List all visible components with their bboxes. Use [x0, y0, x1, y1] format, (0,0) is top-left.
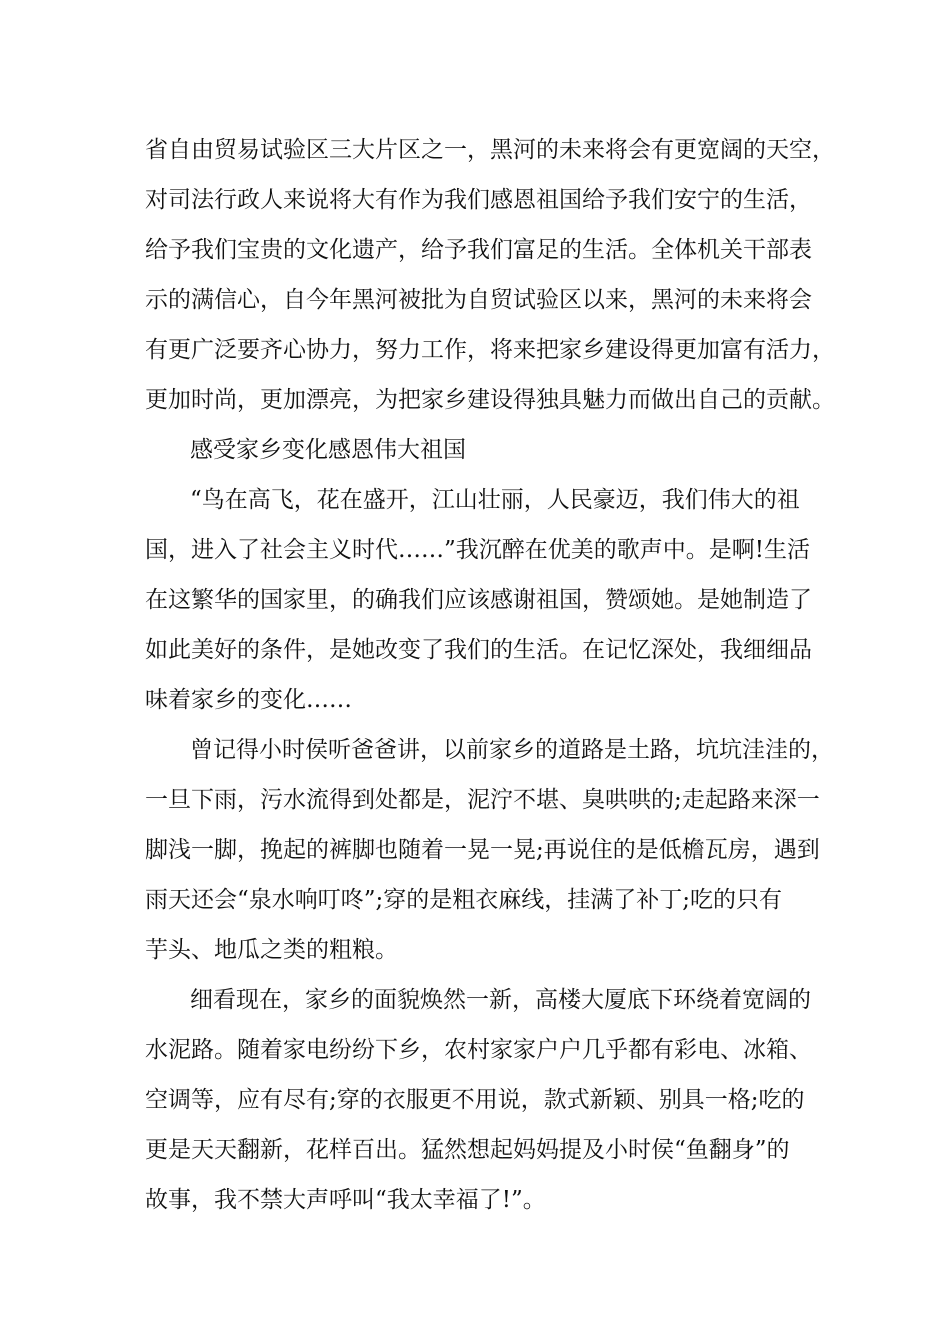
text-line: 芋头、地瓜之类的粗粮。 [145, 937, 398, 963]
text-line: 省自由贸易试验区三大片区之一，黑河的未来将会有更宽阔的天空， [145, 137, 835, 163]
section-heading: 感受家乡变化感恩伟大祖国 [190, 437, 466, 463]
text-line: 更加时尚，更加漂亮，为把家乡建设得独具魅力而做出自己的贡献。 [145, 387, 835, 413]
text-line: 给予我们宝贵的文化遗产，给予我们富足的生活。全体机关干部表 [145, 237, 812, 263]
text-line: 示的满信心，自今年黑河被批为自贸试验区以来，黑河的未来将会 [145, 287, 812, 313]
text-line: 一旦下雨，污水流得到处都是，泥泞不堪、臭哄哄的;走起路来深一 [145, 787, 820, 813]
text-line: 对司法行政人来说将大有作为我们感恩祖国给予我们安宁的生活， [145, 187, 812, 213]
text-line: 国，进入了社会主义时代……”我沉醉在优美的歌声中。是啊!生活 [145, 537, 811, 563]
text-line: 有更广泛要齐心协力，努力工作，将来把家乡建设得更加富有活力， [145, 337, 835, 363]
text-line: 细看现在，家乡的面貌焕然一新，高楼大厦底下环绕着宽阔的 [190, 987, 811, 1013]
text-line: 曾记得小时侯听爸爸讲，以前家乡的道路是土路，坑坑洼洼的， [190, 737, 834, 763]
text-line: 在这繁华的国家里，的确我们应该感谢祖国，赞颂她。是她制造了 [145, 587, 812, 613]
text-line: 雨天还会“泉水响叮咚”;穿的是粗衣麻线，挂满了补丁;吃的只有 [145, 887, 783, 913]
text-line: 空调等，应有尽有;穿的衣服更不用说，款式新颖、别具一格;吃的 [145, 1087, 805, 1113]
text-line: 更是天天翻新，花样百出。猛然想起妈妈提及小时侯“鱼翻身”的 [145, 1137, 790, 1163]
text-line: “鸟在高飞，花在盛开，江山壮丽，人民豪迈，我们伟大的祖 [190, 487, 800, 513]
text-line: 故事，我不禁大声呼叫“我太幸福了!”。 [145, 1187, 546, 1213]
text-line: 味着家乡的变化…… [145, 687, 352, 713]
text-line: 水泥路。随着家电纷纷下乡，农村家家户户几乎都有彩电、冰箱、 [145, 1037, 812, 1063]
text-line: 脚浅一脚，挽起的裤脚也随着一晃一晃;再说住的是低檐瓦房，遇到 [145, 837, 820, 863]
text-line: 如此美好的条件，是她改变了我们的生活。在记忆深处，我细细品 [145, 637, 812, 663]
